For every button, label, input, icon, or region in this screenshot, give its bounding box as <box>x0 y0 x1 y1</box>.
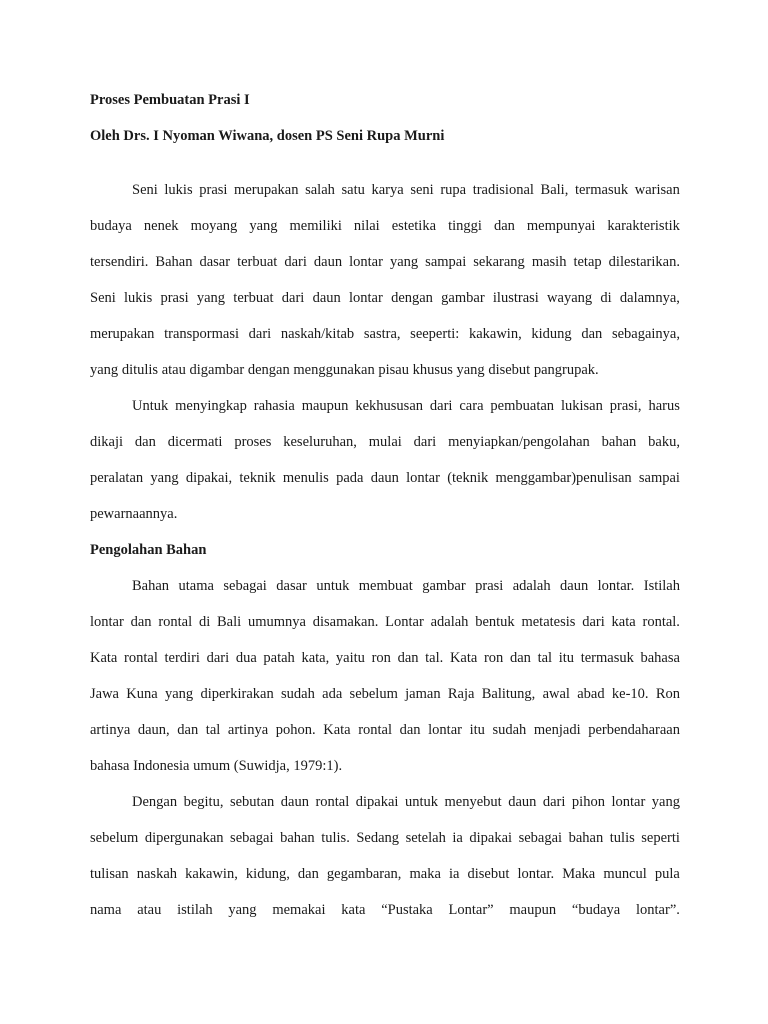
word: termasuk <box>580 650 634 666</box>
word: terbuat <box>237 254 278 270</box>
paragraph-2 <box>90 388 680 532</box>
word: daun <box>312 290 341 306</box>
word: membuat <box>358 578 413 594</box>
word: masih <box>531 254 567 270</box>
word: pihon <box>571 794 605 810</box>
word: sebagainya, <box>611 326 680 342</box>
word: daun <box>280 794 309 810</box>
word: dari <box>429 398 453 414</box>
word: daun <box>313 254 343 270</box>
word: umumnya <box>247 614 306 630</box>
word: yang <box>90 362 119 378</box>
text-line <box>90 568 680 604</box>
text-line <box>90 820 680 856</box>
document-page <box>90 82 680 928</box>
word: lontar <box>611 794 646 810</box>
paragraph-3 <box>90 568 680 784</box>
word: pangrupak. <box>533 362 599 378</box>
word: dan <box>493 218 515 234</box>
word: daun <box>370 470 399 486</box>
word: prasi, <box>609 398 642 414</box>
word: sekarang <box>473 254 525 270</box>
word: sebelum <box>349 686 398 702</box>
word: moyang <box>190 218 238 234</box>
text-line <box>90 892 680 928</box>
word: seperti <box>641 830 680 846</box>
word: memakai <box>272 902 326 918</box>
word: Ron <box>655 686 680 702</box>
word: dua <box>235 650 257 666</box>
word: (Suwidja, <box>233 758 290 774</box>
word: merupakan <box>90 326 155 342</box>
word: gambar <box>422 578 466 594</box>
word: pada <box>336 470 364 486</box>
word: dasar <box>276 578 307 594</box>
word: tal <box>205 722 221 738</box>
word: Indonesia <box>133 758 190 774</box>
word: mempunyai <box>526 218 596 234</box>
word: daun, <box>137 722 170 738</box>
word: yang <box>249 218 278 234</box>
word: dan <box>509 650 531 666</box>
word: atau <box>161 362 186 378</box>
word: menggunakan <box>293 362 375 378</box>
word: dicermati <box>167 434 223 450</box>
word: artinya <box>90 722 131 738</box>
word: nilai <box>353 218 380 234</box>
word: atau <box>137 902 162 918</box>
text-line <box>90 604 680 640</box>
word: pisau <box>378 362 409 378</box>
word: itu <box>558 650 575 666</box>
word: begitu, <box>183 794 224 810</box>
word: artinya <box>227 722 269 738</box>
word: Istilah <box>643 578 680 594</box>
word: gambar <box>441 290 485 306</box>
word: (teknik <box>447 470 489 486</box>
word: dipakai <box>355 794 399 810</box>
word: Bahan <box>132 578 170 594</box>
text-line <box>90 352 680 388</box>
word: sampai <box>638 470 680 486</box>
word: awal <box>542 686 570 702</box>
paragraph-1 <box>90 172 680 388</box>
word: ilustrasi <box>492 290 539 306</box>
text-line <box>90 208 680 244</box>
word: untuk <box>404 794 438 810</box>
word: prasi <box>475 578 504 594</box>
word: warisan <box>634 182 680 198</box>
word: lontar <box>349 254 383 270</box>
word: bahasa <box>640 650 680 666</box>
word: dan <box>177 722 199 738</box>
word: istilah <box>177 902 213 918</box>
word: umum <box>193 758 231 774</box>
word: kekhususan <box>355 398 424 414</box>
word: yang <box>228 902 257 918</box>
word: tersendiri. <box>90 254 149 270</box>
word: lukisan <box>560 398 603 414</box>
word: teknik <box>239 470 276 486</box>
word: jaman <box>405 686 441 702</box>
word: gegambaran, <box>326 866 402 882</box>
word: Seni <box>132 182 158 198</box>
word: ia <box>452 830 463 846</box>
word: disebut <box>467 866 510 882</box>
word: tradisional <box>472 182 534 198</box>
word: kakawin, <box>185 866 238 882</box>
word: nenek <box>143 218 179 234</box>
word: dari <box>248 326 272 342</box>
word: dengan <box>247 362 290 378</box>
word: dengan <box>391 290 433 306</box>
word: kata, <box>301 650 330 666</box>
word: Raja <box>447 686 475 702</box>
word: Untuk <box>132 398 169 414</box>
word: “Pustaka <box>381 902 433 918</box>
word: tinggi <box>448 218 482 234</box>
word: sastra, <box>363 326 401 342</box>
word: maka <box>409 866 441 882</box>
word: menyiapkan/pengolahan <box>448 434 590 450</box>
word: sebagai <box>223 578 267 594</box>
word: Jawa <box>90 686 119 702</box>
word: termasuk <box>574 182 629 198</box>
word: satu <box>341 182 365 198</box>
word: Sedang <box>356 830 400 846</box>
word: lontar”. <box>636 902 680 918</box>
document-author: Oleh Drs. I Nyoman Wiwana, dosen PS Seni Rupa Murni <box>90 128 445 144</box>
word: Bali, <box>540 182 569 198</box>
word: khusus <box>412 362 453 378</box>
word: lontar <box>90 614 124 630</box>
word: pewarnaannya. <box>90 506 178 522</box>
word: yang <box>196 290 226 306</box>
word: yaitu <box>335 650 365 666</box>
word: mulai <box>368 434 402 450</box>
word: sebagai <box>230 830 274 846</box>
word: kidung <box>531 326 572 342</box>
word: karya <box>371 182 404 198</box>
word: ia <box>448 866 460 882</box>
word: Kata <box>323 722 351 738</box>
word: prasi <box>160 290 189 306</box>
text-line <box>90 280 680 316</box>
word: dan <box>399 722 421 738</box>
text-line <box>90 460 680 496</box>
word: adalah <box>430 614 469 630</box>
word: utama <box>178 578 214 594</box>
word: tulis. <box>321 830 350 846</box>
word: naskah/kitab <box>280 326 355 342</box>
word: proses <box>234 434 272 450</box>
word: adalah <box>512 578 551 594</box>
word: dan <box>397 650 419 666</box>
word: merupakan <box>234 182 299 198</box>
text-line <box>90 748 680 784</box>
word: rupa <box>440 182 467 198</box>
word: salah <box>305 182 335 198</box>
word: nama <box>90 902 122 918</box>
text-line <box>90 676 680 712</box>
word: ron <box>371 650 391 666</box>
word: di <box>198 614 211 630</box>
word: terdiri <box>164 650 200 666</box>
word: di <box>600 290 612 306</box>
word: pembuatan <box>490 398 555 414</box>
text-line <box>90 424 680 460</box>
word: peralatan <box>90 470 144 486</box>
word: dari <box>542 794 566 810</box>
word: transpormasi <box>164 326 239 342</box>
text-line <box>90 640 680 676</box>
text-line <box>90 784 680 820</box>
word: daun <box>508 794 537 810</box>
word: yang <box>389 254 419 270</box>
word: seni <box>410 182 434 198</box>
word: Dengan <box>132 794 178 810</box>
word: tal <box>537 650 553 666</box>
word: rahasia <box>253 398 295 414</box>
word: sebelum <box>90 830 139 846</box>
word: sudah <box>281 686 315 702</box>
word: kata <box>611 614 636 630</box>
word: yang <box>651 794 680 810</box>
word: tetap <box>573 254 602 270</box>
word: Kata <box>90 650 118 666</box>
word: ron <box>483 650 504 666</box>
text-line <box>90 388 680 424</box>
word: menulis <box>282 470 329 486</box>
word: Lontar <box>385 614 424 630</box>
word: rontal <box>124 650 158 666</box>
word: menyingkap <box>175 398 247 414</box>
word: baku, <box>648 434 680 450</box>
word: dan <box>134 434 156 450</box>
word: menggambar)penulisan <box>495 470 632 486</box>
word: abad <box>577 686 605 702</box>
word: dari <box>281 290 305 306</box>
word: digambar <box>189 362 245 378</box>
word: patah <box>263 650 295 666</box>
word: dasar <box>199 254 231 270</box>
word: menjadi <box>533 722 581 738</box>
word: keseluruhan, <box>283 434 357 450</box>
word: prasi <box>199 182 228 198</box>
word: wayang <box>547 290 593 306</box>
word: maupun <box>509 902 557 918</box>
word: dari <box>206 650 230 666</box>
word: rontal <box>358 722 393 738</box>
word: 1979:1). <box>293 758 343 774</box>
word: itu <box>469 722 485 738</box>
word: sudah <box>492 722 527 738</box>
section-heading: Pengolahan Bahan <box>90 542 207 558</box>
word: setelah <box>405 830 446 846</box>
word: dan <box>130 614 152 630</box>
word: muncul <box>603 866 647 882</box>
word: Bahan <box>155 254 193 270</box>
word: Kata <box>449 650 478 666</box>
word: Kuna <box>126 686 158 702</box>
text-line <box>90 244 680 280</box>
word: tal. <box>425 650 444 666</box>
word: lontar. <box>517 866 555 882</box>
word: lontar <box>406 470 440 486</box>
word: rontal. <box>642 614 680 630</box>
word: diperkirakan <box>200 686 274 702</box>
word: ke-10. <box>611 686 649 702</box>
word: bahan <box>568 830 604 846</box>
word: pohon. <box>275 722 316 738</box>
word: memiliki <box>289 218 342 234</box>
word: perbendaharaan <box>588 722 680 738</box>
word: kidung, <box>245 866 290 882</box>
text-line <box>90 856 680 892</box>
word: tulisan <box>90 866 129 882</box>
word: sebutan <box>229 794 275 810</box>
text-line <box>90 712 680 748</box>
word: bahasa <box>90 758 130 774</box>
word: dipakai, <box>185 470 233 486</box>
word: dan <box>297 866 319 882</box>
word: cara <box>459 398 484 414</box>
word: ada <box>322 686 343 702</box>
paragraph-4 <box>90 784 680 928</box>
word: dari <box>582 614 605 630</box>
word: lontar <box>428 722 462 738</box>
text-line <box>90 172 680 208</box>
word: bentuk <box>475 614 515 630</box>
word: dan <box>581 326 603 342</box>
word: yang <box>164 686 194 702</box>
word: Balitung, <box>481 686 536 702</box>
word: yang <box>150 470 179 486</box>
word: sampai <box>425 254 467 270</box>
word: karakteristik <box>607 218 680 234</box>
word: dilestarikan. <box>608 254 680 270</box>
word: dikaji <box>90 434 124 450</box>
word: budaya <box>90 218 132 234</box>
word: maupun <box>301 398 349 414</box>
word: bahan <box>280 830 315 846</box>
document-title: Proses Pembuatan Prasi I <box>90 92 250 108</box>
word: Lontar” <box>448 902 494 918</box>
word: seeperti: <box>410 326 460 342</box>
word: dari <box>413 434 437 450</box>
word: naskah <box>136 866 178 882</box>
word: kata <box>341 902 366 918</box>
text-line <box>90 316 680 352</box>
text-line <box>90 496 680 532</box>
word: Bali <box>217 614 242 630</box>
word: menyebut <box>444 794 502 810</box>
word: Seni <box>90 290 116 306</box>
word: Maka <box>562 866 596 882</box>
word: disamakan. <box>312 614 379 630</box>
word: harus <box>648 398 680 414</box>
word: lontar. <box>597 578 635 594</box>
word: dari <box>284 254 307 270</box>
word: tulis <box>609 830 635 846</box>
word: terbuat <box>233 290 274 306</box>
word: yang <box>456 362 485 378</box>
word: estetika <box>391 218 437 234</box>
word: “budaya <box>571 902 621 918</box>
word: dipergunakan <box>144 830 224 846</box>
word: lukis <box>164 182 193 198</box>
word: daun <box>560 578 589 594</box>
word: dipakai <box>469 830 513 846</box>
word: lontar <box>349 290 383 306</box>
word: sebagai <box>518 830 563 846</box>
word: disebut <box>488 362 531 378</box>
word: rontal <box>158 614 193 630</box>
word: ditulis <box>121 362 159 378</box>
word: lukis <box>124 290 153 306</box>
word: metatesis <box>521 614 576 630</box>
word: dalamnya, <box>619 290 680 306</box>
word: rontal <box>315 794 350 810</box>
word: pula <box>654 866 680 882</box>
word: kakawin, <box>468 326 522 342</box>
word: untuk <box>316 578 350 594</box>
word: bahan <box>601 434 637 450</box>
